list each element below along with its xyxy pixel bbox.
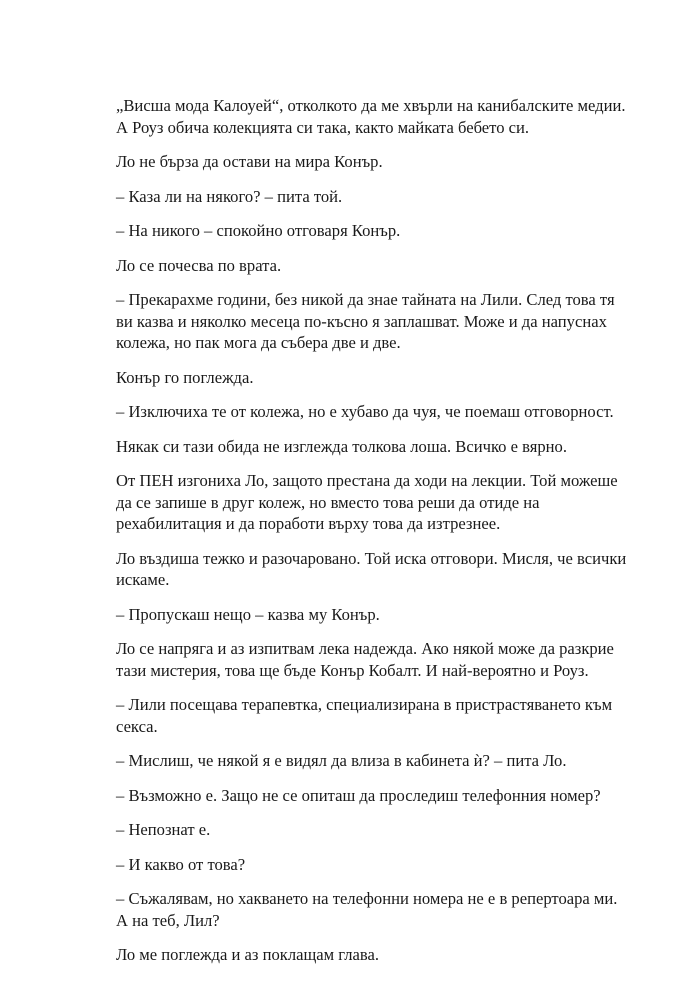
paragraph-20: Ло ме поглежда и аз поклащам глава. (116, 945, 380, 964)
paragraph-2: Ло не бърза да остави на мира Конър. (116, 152, 383, 171)
paragraph-15: – Мислиш, че някой я е видял да влиза в кабинета ѝ? – пита Ло. (116, 751, 567, 770)
paragraph-7: Конър го поглежда. (116, 367, 254, 387)
paragraph-12: – Пропускаш нещо – казва му Конър. (116, 604, 380, 624)
paragraph-14: – Лили посещава терапевтка, специализирана в пристрастяването към секса. (116, 695, 613, 736)
paragraph-8: – Изключиха те от колежа, но е хубаво да чуя, че поемаш отговорност. (116, 402, 614, 421)
paragraph-19: – Съжалявам, но хакването на телефонни номера не е в репертоара ми. А на теб, Лил? (116, 889, 618, 930)
paragraph-4: – На никого – спокойно отговаря Конър. (116, 221, 401, 240)
paragraph-5: Ло се почесва по врата. (116, 255, 282, 275)
paragraph-13: Ло се напряга и аз изпитвам лека надежда. Ако някой може да разкрие тази мистерия, това ще бъде Конър Кобалт. И най-вероятно и Роуз. (116, 639, 614, 680)
paragraph-1: „Висша мода Калоуей“, отколкото да ме хвърли на канибалските медии. А Роуз обича колекцията си така, както майката бебето си. (116, 96, 626, 137)
paragraph-3: – Каза ли на някого? – пита той. (116, 186, 343, 206)
paragraph-6: – Прекарахме години, без никой да знае тайната на Лили. След това тя ви казва и няколко месеца по-късно я заплашват. Може и да напуснах колежа, но пак мога да събера две и две. (116, 290, 615, 352)
paragraph-9: Някак си тази обида не изглежда толкова лоша. Всичко е вярно. (116, 436, 567, 456)
paragraph-11: Ло въздиша тежко и разочаровано. Той иска отговори. Мисля, че всички искаме. (116, 548, 627, 589)
paragraph-18: – И какво от това? (116, 854, 246, 874)
paragraph-16: – Възможно е. Защо не се опиташ да проследиш телефонния номер? (116, 785, 601, 805)
paragraph-10: От ПЕН изгониха Ло, защото престана да ходи на лекции. Той можеше да се запише в друг колеж, но вместо това реши да отиде на рехабилитация и да поработи върху това да изтрезнее. (116, 471, 618, 533)
paragraph-17: – Непознат е. (116, 820, 211, 839)
